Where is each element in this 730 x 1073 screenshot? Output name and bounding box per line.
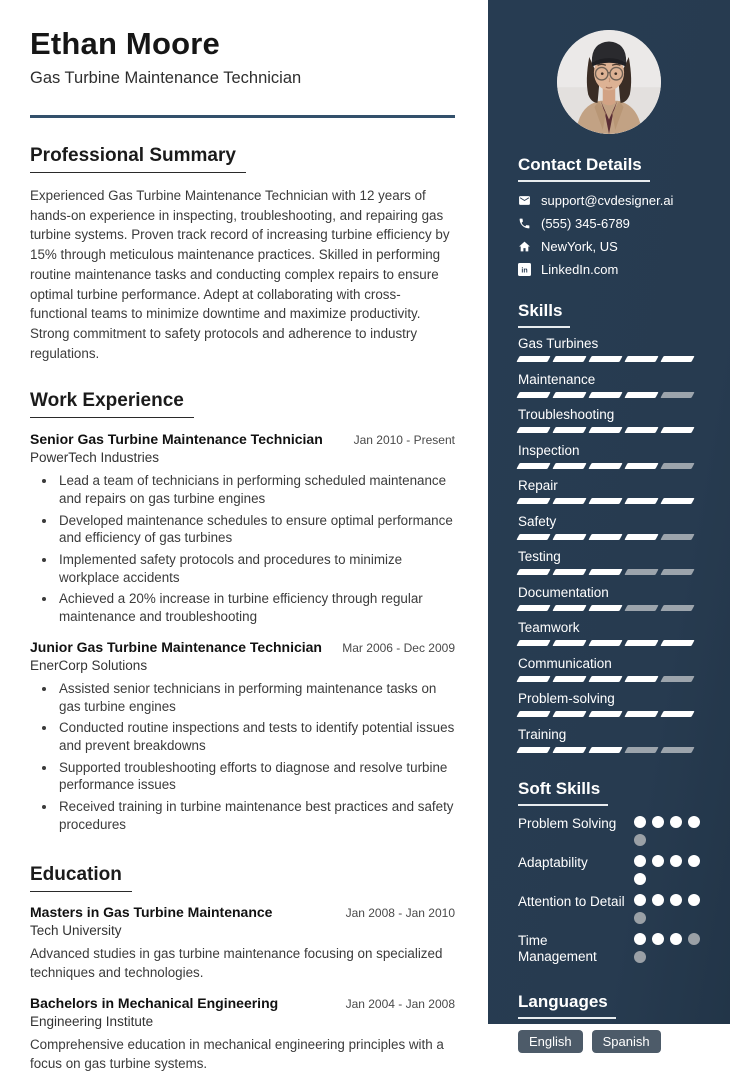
skill-level-bar — [518, 640, 700, 646]
skill-bar-segment — [516, 463, 550, 469]
skill-bar-segment — [516, 427, 550, 433]
skill-bar-segment — [588, 356, 622, 362]
soft-skill-dots — [634, 855, 700, 885]
rating-dot — [652, 816, 664, 828]
skill-bar-segment — [660, 534, 694, 540]
education-entry — [30, 904, 455, 983]
skill-level-bar — [518, 356, 700, 362]
skill-bar-segment — [588, 640, 622, 646]
contact-location-text: NewYork, US — [541, 239, 618, 254]
degree-title: Bachelors in Mechanical Engineering — [30, 994, 279, 1011]
skill-bar-segment — [588, 605, 622, 611]
skill-bar-segment — [588, 569, 622, 575]
bullet-item: • Achieved a 20% increase in turbine efficiency through regular maintenance and troubleshooting — [57, 590, 455, 625]
education-section — [30, 837, 455, 1073]
skills-list — [518, 336, 700, 753]
contact-location — [518, 239, 700, 254]
degree-dates: Jan 2008 - Jan 2010 — [345, 906, 455, 921]
skill-item — [518, 336, 700, 362]
skill-bar-segment — [660, 569, 694, 575]
skill-bar-segment — [588, 498, 622, 504]
contact-phone[interactable] — [518, 216, 700, 231]
rating-dot — [670, 816, 682, 828]
skill-bar-segment — [624, 747, 658, 753]
rating-dot — [670, 933, 682, 945]
skill-bar-segment — [516, 711, 550, 717]
skill-item — [518, 620, 700, 646]
skill-label: Repair — [518, 478, 558, 493]
bullet-item: • Conducted routine inspections and tests to identify potential issues and prevent breakdowns — [57, 719, 455, 754]
svg-text:in: in — [521, 267, 528, 275]
bullet-item: • Assisted senior technicians in performing maintenance tasks on gas turbine engines — [57, 680, 455, 715]
skill-bar-segment — [552, 463, 586, 469]
skill-bar-segment — [624, 356, 658, 362]
contact-phone-text: (555) 345-6789 — [541, 216, 630, 231]
person-role: Gas Turbine Maintenance Technician — [30, 69, 302, 87]
soft-skill-label: Time Management — [518, 932, 597, 965]
rating-dot — [634, 933, 646, 945]
job-title: Senior Gas Turbine Maintenance Technician — [30, 431, 323, 448]
skill-item — [518, 585, 700, 611]
skill-bar-segment — [588, 676, 622, 682]
skill-label: Communication — [518, 655, 612, 671]
contact-section — [518, 155, 700, 277]
skill-bar-segment — [552, 676, 586, 682]
soft-skills-list — [518, 816, 700, 967]
school-name: Engineering Institute — [30, 1013, 154, 1029]
skill-bar-segment — [624, 427, 658, 433]
skill-level-bar — [518, 569, 700, 575]
skill-level-bar — [518, 427, 700, 433]
summary-heading: Professional Summary — [30, 145, 246, 173]
skill-item — [518, 656, 700, 682]
skill-level-bar — [518, 711, 700, 717]
skill-level-bar — [518, 498, 700, 504]
bullet-item: • Received training in turbine maintenance best practices and safety procedures — [57, 798, 455, 833]
rating-dot — [634, 816, 646, 828]
skill-bar-segment — [516, 747, 550, 753]
soft-skill-item — [518, 933, 700, 967]
skill-bar-segment — [588, 392, 622, 398]
skill-label: Problem-solving — [518, 691, 615, 706]
skill-label: Gas Turbines — [518, 336, 599, 351]
skill-item — [518, 478, 700, 504]
skill-bar-segment — [660, 676, 694, 682]
skill-bar-segment — [624, 534, 658, 540]
rating-dot — [634, 951, 646, 963]
job-bullet-list — [57, 472, 455, 626]
skill-bar-segment — [516, 676, 550, 682]
skill-label: Teamwork — [518, 620, 580, 635]
education-heading: Education — [30, 864, 132, 892]
bullet-item: • Implemented safety protocols and procedures to minimize workplace accidents — [57, 551, 455, 586]
avatar-illustration — [557, 30, 661, 134]
skill-bar-segment — [552, 356, 586, 362]
contact-email-text: support@cvdesigner.ai — [541, 193, 674, 208]
job-company: EnerCorp Solutions — [30, 657, 148, 673]
skill-item — [518, 443, 700, 469]
job-entry — [30, 431, 455, 626]
job-company: PowerTech Industries — [30, 450, 160, 466]
rating-dot — [688, 894, 700, 906]
soft-skill-dots — [634, 894, 700, 924]
skill-level-bar — [518, 605, 700, 611]
skill-level-bar — [518, 392, 700, 398]
skill-bar-segment — [624, 498, 658, 504]
degree-dates: Jan 2004 - Jan 2008 — [345, 996, 455, 1011]
soft-skill-item — [518, 855, 700, 885]
skill-bar-segment — [624, 676, 658, 682]
skill-bar-segment — [516, 605, 550, 611]
home-icon — [518, 240, 531, 253]
skill-bar-segment — [660, 747, 694, 753]
soft-skill-dots — [634, 816, 700, 846]
skill-label: Testing — [518, 549, 561, 564]
skills-section — [518, 301, 700, 753]
rating-dot — [670, 894, 682, 906]
skill-item — [518, 372, 700, 398]
contact-heading: Contact Details — [518, 155, 650, 182]
languages-section — [518, 992, 700, 1053]
degree-title: Masters in Gas Turbine Maintenance — [30, 904, 273, 921]
skill-label: Maintenance — [518, 371, 596, 387]
rating-dot — [670, 855, 682, 867]
rating-dot — [634, 873, 646, 885]
skill-bar-segment — [552, 498, 586, 504]
skill-label: Training — [518, 726, 567, 742]
skill-bar-segment — [624, 605, 658, 611]
job-dates: Jan 2010 - Present — [353, 433, 455, 448]
skill-item — [518, 691, 700, 717]
skill-level-bar — [518, 747, 700, 753]
skill-bar-segment — [552, 427, 586, 433]
contact-linkedin-text: LinkedIn.com — [541, 262, 619, 277]
skill-bar-segment — [516, 392, 550, 398]
skill-label: Inspection — [518, 442, 580, 458]
skill-bar-segment — [516, 569, 550, 575]
soft-skill-dots — [634, 933, 700, 967]
rating-dot — [634, 912, 646, 924]
skill-bar-segment — [624, 711, 658, 717]
skill-level-bar — [518, 676, 700, 682]
soft-skill-item — [518, 894, 700, 924]
skill-label: Troubleshooting — [518, 407, 615, 422]
skill-bar-segment — [588, 427, 622, 433]
skill-item — [518, 514, 700, 540]
skill-bar-segment — [588, 711, 622, 717]
job-title: Junior Gas Turbine Maintenance Technician — [30, 638, 322, 655]
skill-bar-segment — [660, 711, 694, 717]
skill-item — [518, 727, 700, 753]
skill-bar-segment — [552, 392, 586, 398]
skill-bar-segment — [552, 569, 586, 575]
skill-level-bar — [518, 534, 700, 540]
skill-level-bar — [518, 463, 700, 469]
resume-sidebar — [488, 0, 730, 1050]
skill-bar-segment — [660, 356, 694, 362]
language-pill: English — [518, 1030, 583, 1053]
experience-section — [30, 363, 455, 833]
bullet-item: • Lead a team of technicians in performing scheduled maintenance and repairs on gas turbine engines — [57, 472, 455, 507]
skills-heading: Skills — [518, 301, 570, 328]
skill-bar-segment — [552, 640, 586, 646]
languages-heading: Languages — [518, 992, 616, 1019]
rating-dot — [634, 894, 646, 906]
skill-bar-segment — [588, 747, 622, 753]
rating-dot — [688, 933, 700, 945]
degree-description: Advanced studies in gas turbine maintenance focusing on specialized techniques and technologies. — [30, 946, 443, 981]
rating-dot — [652, 855, 664, 867]
rating-dot — [652, 894, 664, 906]
rating-dot — [634, 855, 646, 867]
skill-bar-segment — [660, 392, 694, 398]
skill-label: Documentation — [518, 584, 609, 600]
skill-bar-segment — [516, 356, 550, 362]
soft-skill-label: Attention to Detail — [518, 893, 625, 909]
skill-bar-segment — [624, 392, 658, 398]
skill-bar-segment — [660, 640, 694, 646]
bullet-item: • Supported troubleshooting efforts to diagnose and resolve turbine performance issues — [57, 759, 455, 794]
experience-heading: Work Experience — [30, 390, 194, 418]
phone-icon — [518, 217, 531, 230]
contact-email[interactable] — [518, 193, 700, 208]
rating-dot — [652, 933, 664, 945]
skill-item — [518, 549, 700, 575]
contact-linkedin[interactable] — [518, 262, 700, 277]
skill-item — [518, 407, 700, 433]
skill-bar-segment — [624, 569, 658, 575]
bullet-item: • Developed maintenance schedules to ensure optimal performance and efficiency of gas turbines — [57, 512, 455, 547]
languages-list — [518, 1030, 700, 1053]
summary-text: Experienced Gas Turbine Maintenance Technician with 12 years of hands-on experience in inspecting, troubleshooting, and repairing gas turbine systems. Proven track record of increasing turbine efficiency by 15% through meticulous maintenance practices. Skilled in performing routine maintenance tasks and conducting complex repairs to ensure optimal turbine performance. Adept at collaborating with cross-functional teams to minimize downtime and maximize productivity. Strong commitment to safety protocols and adherence to industry regulations. — [30, 188, 450, 361]
skill-bar-segment — [552, 534, 586, 540]
skill-bar-segment — [552, 711, 586, 717]
skill-bar-segment — [516, 640, 550, 646]
language-pill: Spanish — [592, 1030, 661, 1053]
skill-bar-segment — [516, 498, 550, 504]
education-entry — [30, 995, 455, 1073]
skill-bar-segment — [660, 463, 694, 469]
skill-bar-segment — [660, 498, 694, 504]
job-entry — [30, 639, 455, 834]
summary-section — [30, 118, 455, 363]
rating-dot — [634, 834, 646, 846]
skill-bar-segment — [624, 640, 658, 646]
soft-skills-section — [518, 779, 700, 967]
skill-bar-segment — [588, 534, 622, 540]
rating-dot — [688, 855, 700, 867]
degree-description: Comprehensive education in mechanical engineering principles with a focus on gas turbine systems. — [30, 1036, 444, 1071]
skill-bar-segment — [552, 747, 586, 753]
skill-bar-segment — [552, 605, 586, 611]
soft-skill-label: Problem Solving — [518, 815, 617, 831]
skill-bar-segment — [516, 534, 550, 540]
skill-label: Safety — [518, 513, 557, 529]
skill-bar-segment — [624, 463, 658, 469]
job-dates: Mar 2006 - Dec 2009 — [342, 640, 455, 655]
linkedin-icon — [518, 263, 531, 276]
avatar — [557, 30, 661, 134]
school-name: Tech University — [30, 923, 122, 939]
job-bullet-list — [57, 680, 455, 834]
soft-skill-item — [518, 816, 700, 846]
email-icon — [518, 194, 531, 207]
soft-skills-heading: Soft Skills — [518, 779, 608, 806]
soft-skill-label: Adaptability — [518, 854, 588, 870]
person-name: Ethan Moore — [30, 26, 220, 61]
rating-dot — [688, 816, 700, 828]
skill-bar-segment — [588, 463, 622, 469]
skill-bar-segment — [660, 605, 694, 611]
skill-bar-segment — [660, 427, 694, 433]
